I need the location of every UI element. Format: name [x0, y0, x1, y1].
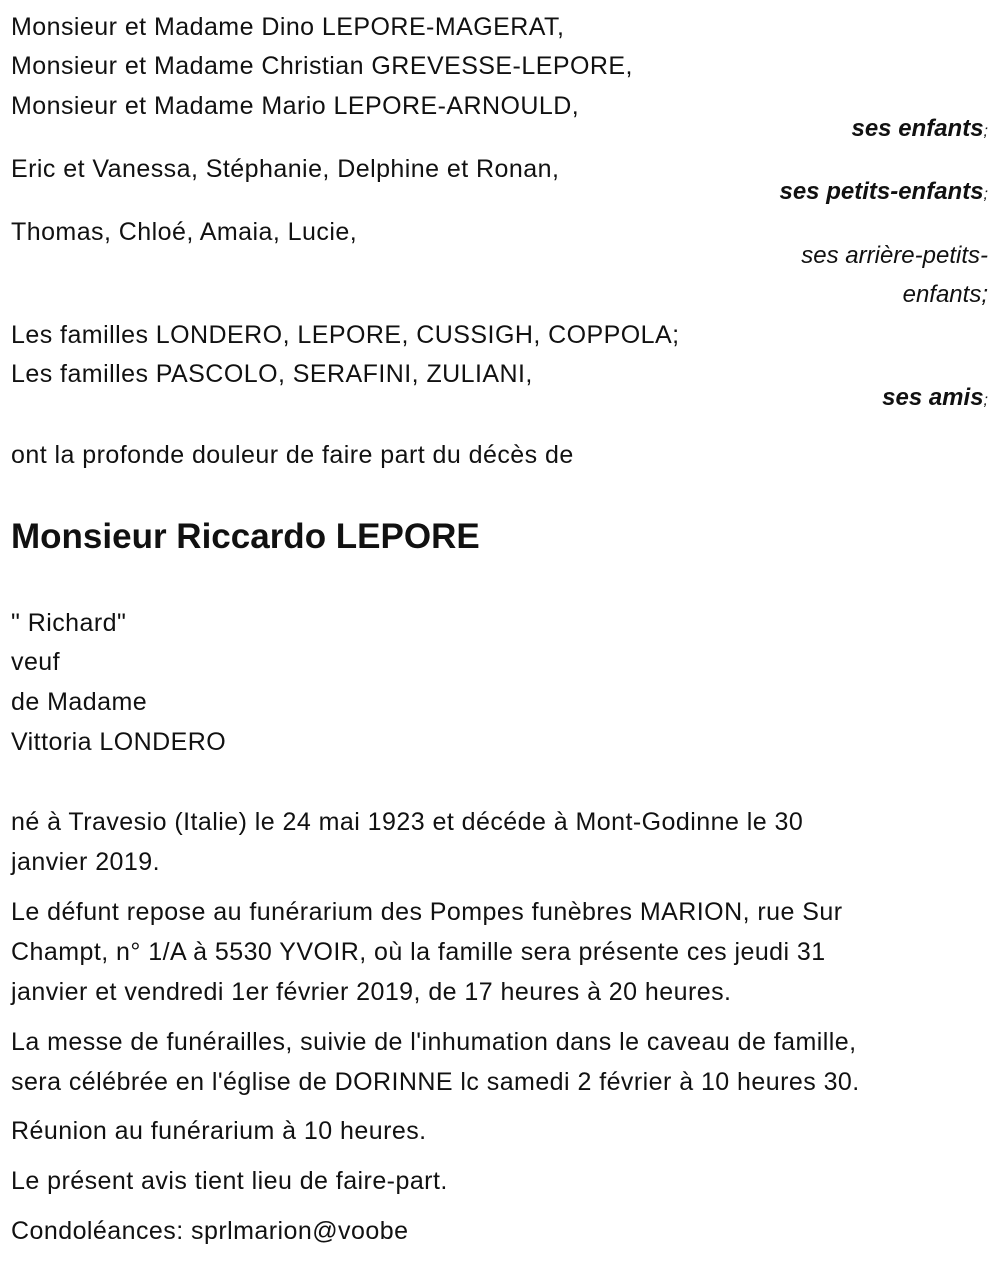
- nickname: " Richard": [11, 609, 127, 637]
- deceased-name: Monsieur Riccardo LEPORE: [11, 517, 480, 556]
- semicolon: ;: [983, 123, 988, 140]
- label-text: ses enfants: [851, 115, 984, 142]
- meeting-line: Réunion au funérarium à 10 heures.: [11, 1117, 427, 1145]
- semicolon: ;: [983, 392, 988, 409]
- status-line: de Madame: [11, 688, 148, 716]
- birth-death-line: né à Travesio (Italie) le 24 mai 1923 et décéde à Mont-Godinne le 30: [11, 808, 804, 836]
- funeral-line: La messe de funérailles, suivie de l'inhumation dans le caveau de famille,: [11, 1028, 857, 1056]
- semicolon: ;: [983, 186, 988, 203]
- great-grandchildren-label-1: ses arrière-petits-: [801, 242, 988, 269]
- label-text: ses petits-enfants: [779, 178, 984, 205]
- grandchildren-line: Eric et Vanessa, Stéphanie, Delphine et Ronan,: [11, 155, 560, 183]
- status-line: Vittoria LONDERO: [11, 728, 227, 756]
- families-line: Les familles LONDERO, LEPORE, CUSSIGH, COPPOLA;: [11, 321, 680, 349]
- child-line: Monsieur et Madame Mario LEPORE-ARNOULD,: [11, 92, 580, 120]
- label-text: ses amis: [882, 384, 984, 411]
- great-grandchildren-line: Thomas, Chloé, Amaia, Lucie,: [11, 218, 358, 246]
- families-line: Les familles PASCOLO, SERAFINI, ZULIANI,: [11, 360, 533, 388]
- announcement: ont la profonde douleur de faire part du décès de: [11, 441, 574, 469]
- grandchildren-label: [779, 176, 988, 208]
- visitation-line: Le défunt repose au funérarium des Pompes funèbres MARION, rue Sur: [11, 898, 843, 926]
- funeral-line: sera célébrée en l'église de DORINNE lc samedi 2 février à 10 heures 30.: [11, 1068, 860, 1096]
- friends-label: [882, 382, 988, 414]
- condolences-line: Condoléances: sprlmarion@voobe: [11, 1217, 409, 1245]
- child-line: Monsieur et Madame Christian GREVESSE-LEPORE,: [11, 52, 633, 80]
- children-label: [851, 113, 988, 145]
- great-grandchildren-label-2: enfants;: [902, 281, 988, 308]
- visitation-line: janvier et vendredi 1er février 2019, de 17 heures à 20 heures.: [11, 978, 732, 1006]
- child-line: Monsieur et Madame Dino LEPORE-MAGERAT,: [11, 13, 565, 41]
- visitation-line: Champt, n° 1/A à 5530 YVOIR, où la famille sera présente ces jeudi 31: [11, 938, 826, 966]
- status-line: veuf: [11, 648, 61, 676]
- notice-line: Le présent avis tient lieu de faire-part.: [11, 1167, 448, 1195]
- birth-death-line: janvier 2019.: [11, 848, 161, 876]
